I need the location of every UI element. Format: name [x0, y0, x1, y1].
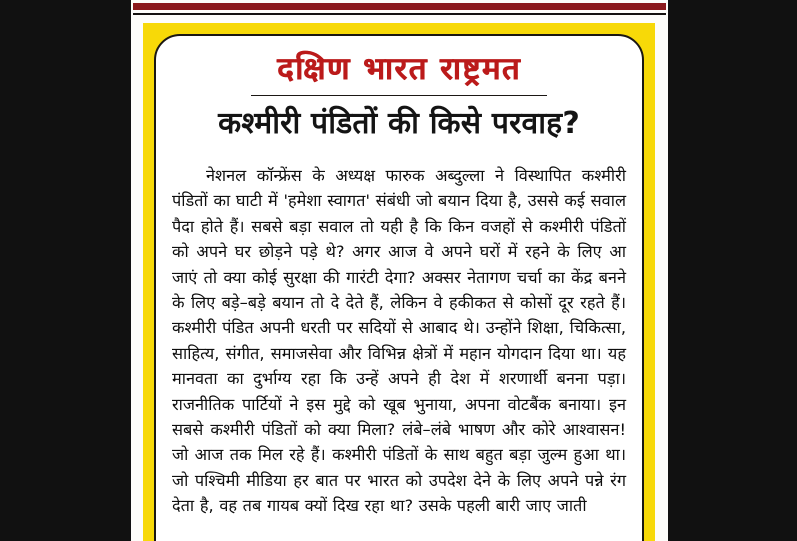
article-headline: कश्मीरी पंडितों की किसे परवाह?: [218, 106, 580, 142]
article-paragraph: नेशनल कॉन्फ्रेंस के अध्यक्ष फारुक अब्दुल्ला ने विस्थापित कश्मीरी पंडितों का घाटी में 'हमेशा स्वागत' संबंधी जो बयान दिया है, उससे कई सवाल पैदा होते हैं। सबसे बड़ा सवाल तो यही है कि किन वजहों से कश्मीरी पंडितों को अपने घर छोड़ने पड़े थे? अगर आज वे अपने घरों में रहने के लिए आ जाएं तो क्या कोई सुरक्षा की गारंटी देगा? अक्सर नेतागण चर्चा का केंद्र बनने के लिए बड़े–बड़े बयान तो दे देते हैं, लेकिन वे हकीकत से कोसों दूर रहते हैं। कश्मीरी पंडित अपनी धरती पर सदियों से आबाद थे। उन्होंने शिक्षा, चिकित्सा, साहित्य, संगीत, समाजसेवा और विभिन्न क्षेत्रों में महान योगदान दिया था। यह मानवता का दुर्भाग्य रहा कि उन्हें अपने ही देश में शरणार्थी बनना पड़ा। राजनीतिक पार्टियों ने इस मुद्दे को खूब भुनाया, अपना वोटबैंक बनाया। इन सबसे कश्मीरी पंडितों को क्या मिला? लंबे–लंबे भाषण और कोरे आश्वासन! जो आज तक मिल रहे हैं। कश्मीरी पंडितों के साथ बहुत बड़ा जुल्म हुआ था। जो पश्चिमी मीडिया हर बात पर भारत को उपदेश देने के लिए अपने पन्ने रंग देता है, वह तब गायब क्यों दिख रहा था? उसके पहली बारी जाए जाती: [172, 166, 626, 516]
article-card: [154, 34, 644, 541]
top-hairline-rule: [133, 13, 666, 15]
article-body: [172, 163, 626, 519]
yellow-border-frame: [143, 23, 655, 541]
masthead-title: दक्षिण भारत राष्ट्रमत: [277, 51, 521, 87]
top-maroon-rule: [133, 3, 666, 10]
masthead-divider: [251, 95, 547, 97]
